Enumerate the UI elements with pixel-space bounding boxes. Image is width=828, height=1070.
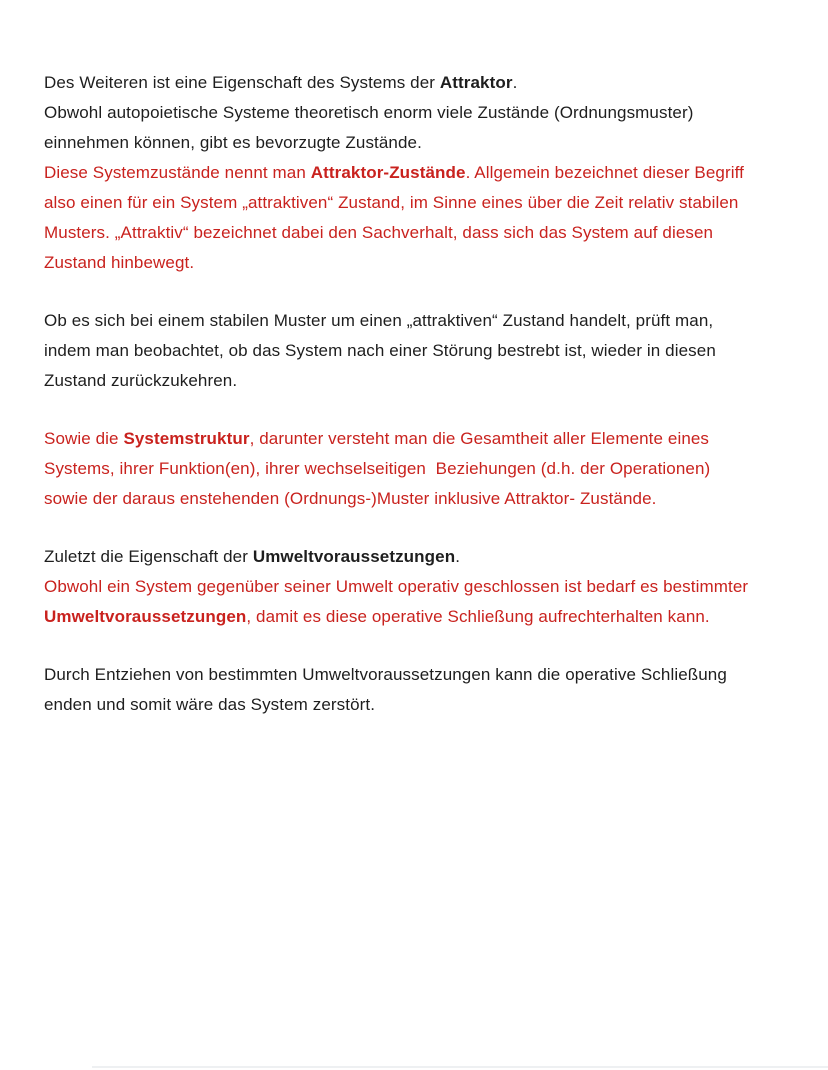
text-line xyxy=(44,68,792,98)
text-run: also einen für ein System „attraktiven“ Zustand, im Sinne eines über die Zeit relativ stabilen xyxy=(44,193,739,212)
text-run: , darunter versteht man die Gesamtheit aller Elemente eines xyxy=(249,429,710,448)
text-run: Systems, ihrer Funktion(en), ihrer wechselseitigen Beziehungen (d.h. der Operationen) xyxy=(44,459,711,478)
document-content xyxy=(44,68,792,720)
text-line xyxy=(44,248,792,278)
text-run: Attraktor xyxy=(439,73,513,92)
text-line xyxy=(44,128,792,158)
text-line xyxy=(44,306,792,336)
text-run: . Allgemein bezeichnet dieser Begriff xyxy=(465,163,744,182)
text-run: Attraktor-Zustände xyxy=(310,163,466,182)
text-run: einnehmen können, gibt es bevorzugte Zustände. xyxy=(44,133,422,152)
text-line xyxy=(44,218,792,248)
text-line xyxy=(44,98,792,128)
text-run: Musters. „Attraktiv“ bezeichnet dabei den Sachverhalt, dass sich das System auf diesen xyxy=(44,223,714,242)
text-run: . xyxy=(455,547,461,566)
text-line xyxy=(44,690,792,720)
text-run: Systemstruktur xyxy=(123,429,250,448)
text-run: Durch Entziehen von bestimmten Umweltvoraussetzungen kann die operative Schließung xyxy=(44,665,727,684)
text-line xyxy=(44,454,792,484)
paragraph-block xyxy=(44,660,792,720)
text-run: Zustand hinbewegt. xyxy=(44,253,195,272)
text-run: Des Weiteren ist eine Eigenschaft des Systems der xyxy=(44,73,440,92)
text-line xyxy=(44,158,792,188)
text-line xyxy=(44,424,792,454)
text-run: sowie der daraus enstehenden (Ordnungs-)Muster inklusive Attraktor- Zustände. xyxy=(44,489,657,508)
text-run: indem man beobachtet, ob das System nach einer Störung bestrebt ist, wieder in diesen xyxy=(44,341,716,360)
text-line xyxy=(44,484,792,514)
text-line xyxy=(44,542,792,572)
text-run: Zuletzt die Eigenschaft der xyxy=(44,547,253,566)
text-line xyxy=(44,572,792,602)
text-run: , damit es diese operative Schließung aufrechterhalten kann. xyxy=(246,607,710,626)
text-run: Diese Systemzustände nennt man xyxy=(44,163,311,182)
text-run: Obwohl autopoietische Systeme theoretisch enorm viele Zustände (Ordnungsmuster) xyxy=(44,103,694,122)
text-run: Ob es sich bei einem stabilen Muster um einen „attraktiven“ Zustand handelt, prüft man, xyxy=(44,311,714,330)
paragraph-block xyxy=(44,68,792,278)
paragraph-block xyxy=(44,542,792,632)
page-bottom-divider xyxy=(92,1066,828,1068)
text-run: Obwohl ein System gegenüber seiner Umwelt operativ geschlossen ist bedarf es bestimmter xyxy=(44,577,749,596)
text-run: Umweltvoraussetzungen xyxy=(252,547,456,566)
paragraph-block xyxy=(44,306,792,396)
text-line xyxy=(44,660,792,690)
text-run: Zustand zurückzukehren. xyxy=(44,371,238,390)
text-line xyxy=(44,336,792,366)
paragraph-block xyxy=(44,424,792,514)
text-line xyxy=(44,602,792,632)
text-run: Sowie die xyxy=(44,429,124,448)
text-run: Umweltvoraussetzungen xyxy=(44,607,247,626)
text-run: enden und somit wäre das System zerstört. xyxy=(44,695,376,714)
text-line xyxy=(44,188,792,218)
text-run: . xyxy=(512,73,518,92)
text-line xyxy=(44,366,792,396)
